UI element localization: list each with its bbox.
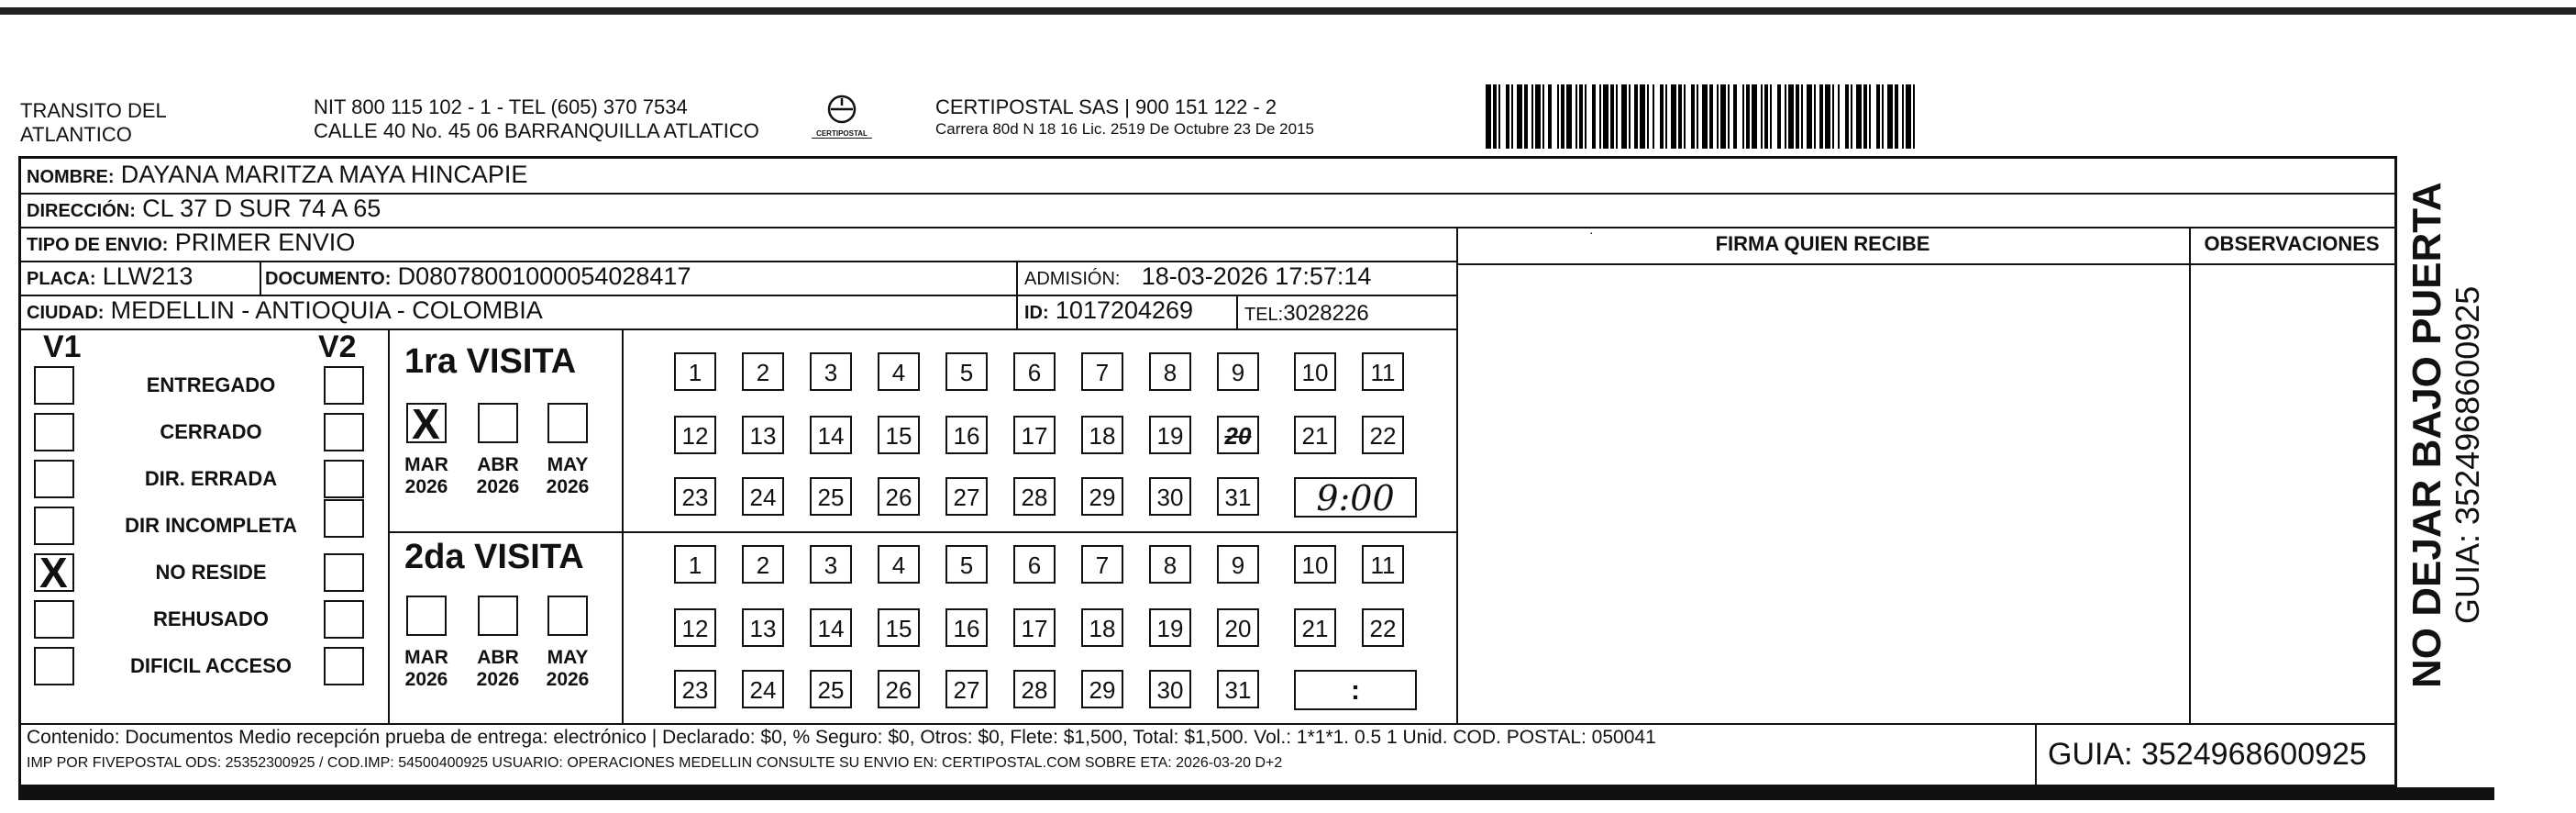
first-visit-time: 9:00: [1294, 477, 1417, 518]
month-year: 2026: [404, 669, 448, 690]
status-label: DIR INCOMPLETA: [125, 514, 297, 537]
day-box-7[interactable]: 7: [1081, 352, 1123, 391]
day-box-23[interactable]: 23: [674, 477, 716, 516]
day-box-6[interactable]: 6: [1013, 352, 1056, 391]
day-box-11[interactable]: 11: [1362, 545, 1404, 584]
certipostal-logo: [812, 94, 872, 139]
firma-header: FIRMA QUIEN RECIBE: [1715, 232, 1930, 255]
day-box-13[interactable]: 13: [742, 416, 784, 454]
logo-text: CERTIPOSTAL: [812, 129, 872, 139]
tel-value: 3028226: [1283, 301, 1369, 326]
logo-icon: [826, 94, 857, 125]
bottom-border: [18, 787, 2494, 800]
direccion-label: DIRECCIÓN:: [27, 201, 136, 221]
day-box-28[interactable]: 28: [1013, 670, 1056, 708]
tipo-envio-row: [27, 228, 355, 257]
placa-label: PLACA:: [27, 269, 96, 289]
day-box-16[interactable]: 16: [945, 416, 988, 454]
day-box-6[interactable]: 6: [1013, 545, 1056, 584]
month-year: 2026: [546, 669, 590, 690]
day-box-29[interactable]: 29: [1081, 670, 1123, 708]
courier-info: [935, 95, 1314, 139]
month-label: [466, 454, 530, 498]
sender-info: [314, 95, 759, 143]
month-name: ABR: [477, 647, 519, 668]
v2-label: V2: [318, 329, 357, 364]
month-checkbox[interactable]: [547, 596, 588, 636]
documento-value: D08078001000054028417: [397, 262, 691, 290]
placa-value: LLW213: [102, 262, 193, 290]
day-box-19[interactable]: 19: [1149, 608, 1191, 647]
day-box-14[interactable]: 14: [810, 608, 852, 647]
day-box-25[interactable]: 25: [810, 477, 852, 516]
check-mark: X: [39, 549, 68, 596]
day-box-9[interactable]: 9: [1217, 352, 1259, 391]
courier-address: Carrera 80d N 18 16 Lic. 2519 De Octubre 23 De 2015: [935, 120, 1314, 138]
documento-cell: [265, 262, 691, 291]
admision-value: 18-03-2026 17:57:14: [1141, 262, 1372, 290]
tipo-envio-label: TIPO DE ENVIO:: [27, 235, 169, 255]
footer-print-info: IMP POR FIVEPOSTAL ODS: 25352300925 / COD.IMP: 54500400925 USUARIO: OPERACIONES MEDELLIN CONSULTE SU ENVIO EN: CERTIPOSTAL.COM SOBRE ETA: 2026-03-20 D+2: [27, 755, 1283, 771]
month-name: MAY: [547, 454, 589, 475]
v1-checkbox[interactable]: [34, 507, 74, 545]
month-name: MAR: [404, 454, 448, 475]
month-checkbox[interactable]: [478, 596, 518, 636]
day-box-17[interactable]: 17: [1013, 416, 1056, 454]
day-box-24[interactable]: 24: [742, 477, 784, 516]
month-label: [536, 647, 600, 691]
month-year: 2026: [476, 476, 520, 497]
v1-checkbox[interactable]: [34, 647, 74, 685]
day-box-19[interactable]: 19: [1149, 416, 1191, 454]
ciudad-cell: [27, 296, 543, 325]
day-box-21[interactable]: 21: [1294, 608, 1336, 647]
status-label: ENTREGADO: [146, 373, 276, 396]
v1-checkbox[interactable]: [34, 366, 74, 405]
ciudad-label: CIUDAD:: [27, 303, 105, 323]
day-box-29[interactable]: 29: [1081, 477, 1123, 516]
id-label: ID:: [1024, 303, 1049, 323]
day-box-2[interactable]: 2: [742, 545, 784, 584]
direccion-value: CL 37 D SUR 74 A 65: [142, 195, 381, 222]
side-warning: NO DEJAR BAJO PUERTA: [2405, 182, 2449, 688]
status-label: NO RESIDE: [155, 561, 267, 584]
nombre-row: [27, 161, 527, 189]
label-frame: [18, 156, 2397, 787]
footer-content: Contenido: Documentos Medio recepción prueba de entrega: electrónico | Declarado: $0, % Seguro: $0, Otros: $0, Flete: $1,500, Total: $1,500. Vol.: 1*1*1. 0.5 1 Unid. COD. POSTAL: 050041: [27, 727, 1656, 748]
v2-checkbox[interactable]: [324, 413, 364, 451]
v2-checkbox[interactable]: [324, 499, 364, 538]
month-name: MAR: [404, 647, 448, 668]
observaciones-header: OBSERVACIONES: [2204, 232, 2380, 255]
month-checkbox[interactable]: [547, 403, 588, 443]
day-box-17[interactable]: 17: [1013, 608, 1056, 647]
day-box-15[interactable]: 15: [878, 608, 920, 647]
month-year: 2026: [476, 669, 520, 690]
v2-checkbox[interactable]: [324, 553, 364, 592]
day-box-27[interactable]: 27: [945, 477, 988, 516]
day-box-22[interactable]: 22: [1362, 416, 1404, 454]
day-box-30[interactable]: 30: [1149, 477, 1191, 516]
sender-line-2: ATLANTICO: [20, 123, 132, 146]
month-label: [394, 454, 459, 498]
day-box-13[interactable]: 13: [742, 608, 784, 647]
day-box-23[interactable]: 23: [674, 670, 716, 708]
month-name: MAY: [547, 647, 589, 668]
sender-name: [20, 99, 167, 147]
month-year: 2026: [546, 476, 590, 497]
month-checkbox[interactable]: [406, 596, 447, 636]
nit-line: NIT 800 115 102 - 1 - TEL (605) 370 7534: [314, 95, 688, 118]
day-box-15[interactable]: 15: [878, 416, 920, 454]
v2-checkbox[interactable]: [324, 460, 364, 498]
day-box-26[interactable]: 26: [878, 477, 920, 516]
day-box-1[interactable]: 1: [674, 352, 716, 391]
day-box-10[interactable]: 10: [1294, 545, 1336, 584]
address-line: CALLE 40 No. 45 06 BARRANQUILLA ATLATICO: [314, 119, 759, 142]
check-mark: X: [412, 400, 440, 448]
footer-guia: GUIA: 3524968600925: [2048, 737, 2367, 772]
day-box-14[interactable]: 14: [810, 416, 852, 454]
tipo-envio-value: PRIMER ENVIO: [174, 228, 356, 256]
day-box-25[interactable]: 25: [810, 670, 852, 708]
dot-mark: ·: [1589, 225, 1594, 239]
top-border: [0, 7, 2576, 15]
day-box-27[interactable]: 27: [945, 670, 988, 708]
courier-line: CERTIPOSTAL SAS | 900 151 122 - 2: [935, 95, 1277, 118]
admision-label: ADMISIÓN:: [1024, 269, 1121, 289]
month-label: [466, 647, 530, 691]
day-box-24[interactable]: 24: [742, 670, 784, 708]
month-name: ABR: [477, 454, 519, 475]
day-box-4[interactable]: 4: [878, 545, 920, 584]
day-box-8[interactable]: 8: [1149, 545, 1191, 584]
id-value: 1017204269: [1055, 296, 1194, 324]
first-visit-title: 1ra VISITA: [404, 342, 577, 381]
day-box-5[interactable]: 5: [945, 352, 988, 391]
day-box-5[interactable]: 5: [945, 545, 988, 584]
day-box-11[interactable]: 11: [1362, 352, 1404, 391]
sender-line-1: TRANSITO DEL: [20, 99, 167, 122]
placa-cell: [27, 262, 193, 291]
day-box-4[interactable]: 4: [878, 352, 920, 391]
day-box-7[interactable]: 7: [1081, 545, 1123, 584]
day-box-28[interactable]: 28: [1013, 477, 1056, 516]
day-box-18[interactable]: 18: [1081, 416, 1123, 454]
status-label: REHUSADO: [153, 607, 269, 630]
month-checkbox[interactable]: [478, 403, 518, 443]
day-box-31[interactable]: 31: [1217, 477, 1259, 516]
day-box-9[interactable]: 9: [1217, 545, 1259, 584]
tel-label: TEL:: [1244, 305, 1284, 325]
day-box-12[interactable]: 12: [674, 608, 716, 647]
v1-checkbox[interactable]: [34, 600, 74, 639]
ciudad-value: MEDELLIN - ANTIOQUIA - COLOMBIA: [110, 296, 543, 324]
v2-checkbox[interactable]: [324, 600, 364, 639]
direccion-row: [27, 195, 381, 223]
v1-checkbox[interactable]: [34, 549, 74, 596]
day-box-12[interactable]: 12: [674, 416, 716, 454]
day-box-8[interactable]: 8: [1149, 352, 1191, 391]
day-box-30[interactable]: 30: [1149, 670, 1191, 708]
nombre-label: NOMBRE:: [27, 167, 115, 187]
day-box-18[interactable]: 18: [1081, 608, 1123, 647]
month-label: [394, 647, 459, 691]
v2-checkbox[interactable]: [324, 366, 364, 405]
second-visit-title: 2da VISITA: [404, 538, 584, 576]
month-label: [536, 454, 600, 498]
day-box-31[interactable]: 31: [1217, 670, 1259, 708]
day-box-10[interactable]: 10: [1294, 352, 1336, 391]
day-box-20[interactable]: 20: [1217, 416, 1259, 454]
day-box-3[interactable]: 3: [810, 352, 852, 391]
day-box-16[interactable]: 16: [945, 608, 988, 647]
day-box-2[interactable]: 2: [742, 352, 784, 391]
day-box-3[interactable]: 3: [810, 545, 852, 584]
v1-label: V1: [43, 329, 82, 364]
id-cell: [1024, 296, 1193, 325]
month-year: 2026: [404, 476, 448, 497]
tel-cell: [1244, 298, 1369, 327]
second-visit-time: :: [1294, 670, 1417, 710]
side-guia: GUIA: 3524968600925: [2449, 285, 2486, 624]
admision-cell: [1024, 262, 1371, 291]
day-box-20[interactable]: 20: [1217, 608, 1259, 647]
month-checkbox[interactable]: [406, 400, 447, 448]
day-box-21[interactable]: 21: [1294, 416, 1336, 454]
day-box-22[interactable]: 22: [1362, 608, 1404, 647]
status-label: DIR. ERRADA: [144, 467, 278, 490]
status-label: DIFICIL ACCESO: [129, 654, 292, 677]
nombre-value: DAYANA MARITZA MAYA HINCAPIE: [120, 161, 528, 188]
day-box-26[interactable]: 26: [878, 670, 920, 708]
v1-checkbox[interactable]: [34, 413, 74, 451]
status-label: CERRADO: [160, 420, 262, 443]
barcode: [1486, 84, 2210, 149]
v2-checkbox[interactable]: [324, 647, 364, 685]
day-box-1[interactable]: 1: [674, 545, 716, 584]
documento-label: DOCUMENTO:: [265, 269, 392, 289]
v1-checkbox[interactable]: [34, 460, 74, 498]
